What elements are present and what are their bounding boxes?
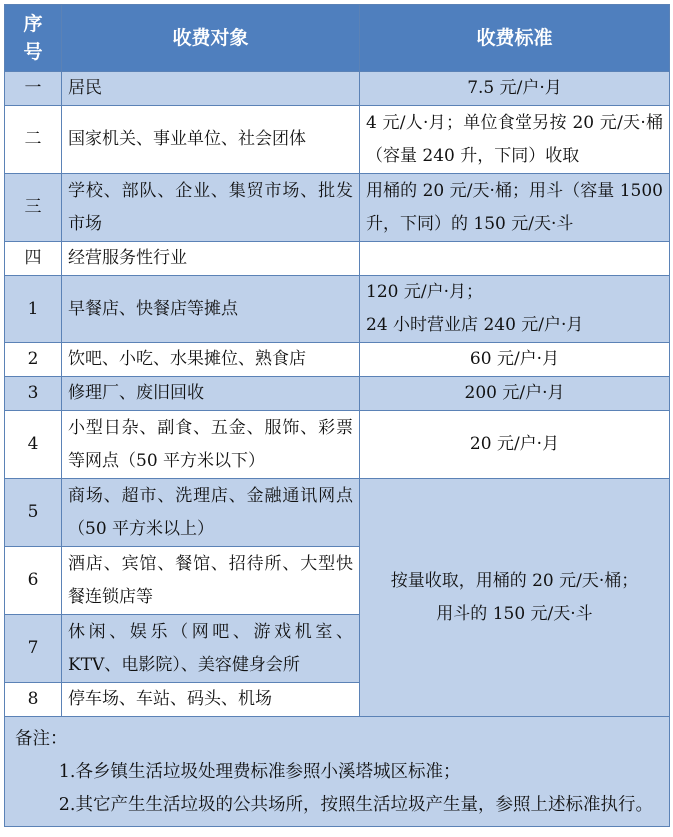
header-row [5,5,670,72]
row-fee: 60 元/户·月 [360,343,670,377]
notes-cell [5,717,670,827]
merged-fee-line: 用斗的 150 元/天·斗 [436,603,593,624]
row-no: 8 [5,683,62,717]
row-no: 2 [5,343,62,377]
row-no: 3 [5,377,62,411]
merged-fee-cell [360,479,670,717]
row-no: 6 [5,547,62,615]
row-no: 7 [5,615,62,683]
row-target: 早餐店、快餐店等摊点 [62,276,360,343]
row-target: 饮吧、小吃、水果摊位、熟食店 [62,343,360,377]
table-row [5,276,670,343]
row-no: 1 [5,276,62,343]
row-fee [360,276,670,343]
table-row [5,479,670,547]
row-fee: 200 元/户·月 [360,377,670,411]
row-target: 学校、部队、企业、集贸市场、批发市场 [62,174,360,242]
table-row [5,343,670,377]
row-target: 经营服务性行业 [62,242,360,276]
table-row [5,242,670,276]
header-no: 序 号 [5,5,62,72]
row-target: 小型日杂、副食、五金、服饰、彩票等网点（50 平方米以下） [62,411,360,479]
row-target: 国家机关、事业单位、社会团体 [62,106,360,174]
row-no: 4 [5,411,62,479]
row-target: 商场、超市、洗理店、金融通讯网点（50 平方米以上） [62,479,360,547]
row-fee: 用桶的 20 元/天·桶；用斗（容量 1500 升，下同）的 150 元/天·斗 [360,174,670,242]
table-row [5,411,670,479]
fee-table [4,4,670,827]
header-standard: 收费标准 [360,5,670,72]
row-no: 一 [5,72,62,106]
notes-row [5,717,670,827]
header-target: 收费对象 [62,5,360,72]
row-target: 休闲、娱乐（网吧、游戏机室、KTV、电影院）、美容健身会所 [62,615,360,683]
note-item: 2.其它产生生活垃圾的公共场所，按照生活垃圾产生量，参照上述标准执行。 [58,795,653,815]
table-row [5,377,670,411]
row-fee: 4 元/人·月；单位食堂另按 20 元/天·桶（容量 240 升，下同）收取 [360,106,670,174]
row-fee: 20 元/户·月 [360,411,670,479]
fee-table-container [4,4,669,827]
merged-fee-line: 按量收取，用桶的 20 元/天·桶； [390,570,639,591]
row-fee-line: 24 小时营业店 240 元/户·月 [366,315,584,335]
row-target: 酒店、宾馆、餐馆、招待所、大型快餐连锁店等 [62,547,360,615]
row-fee-line: 120 元/户·月； [366,282,483,302]
row-no: 四 [5,242,62,276]
table-row [5,174,670,242]
row-no: 二 [5,106,62,174]
row-target: 停车场、车站、码头、机场 [62,683,360,717]
row-fee [360,242,670,276]
row-no: 三 [5,174,62,242]
row-no: 5 [5,479,62,547]
note-item: 1.各乡镇生活垃圾处理费标准参照小溪塔城区标准； [58,762,461,782]
row-target: 修理厂、废旧回收 [62,377,360,411]
row-target: 居民 [62,72,360,106]
table-row [5,106,670,174]
row-fee: 7.5 元/户·月 [360,72,670,106]
notes-title: 备注： [15,729,68,749]
table-row [5,72,670,106]
